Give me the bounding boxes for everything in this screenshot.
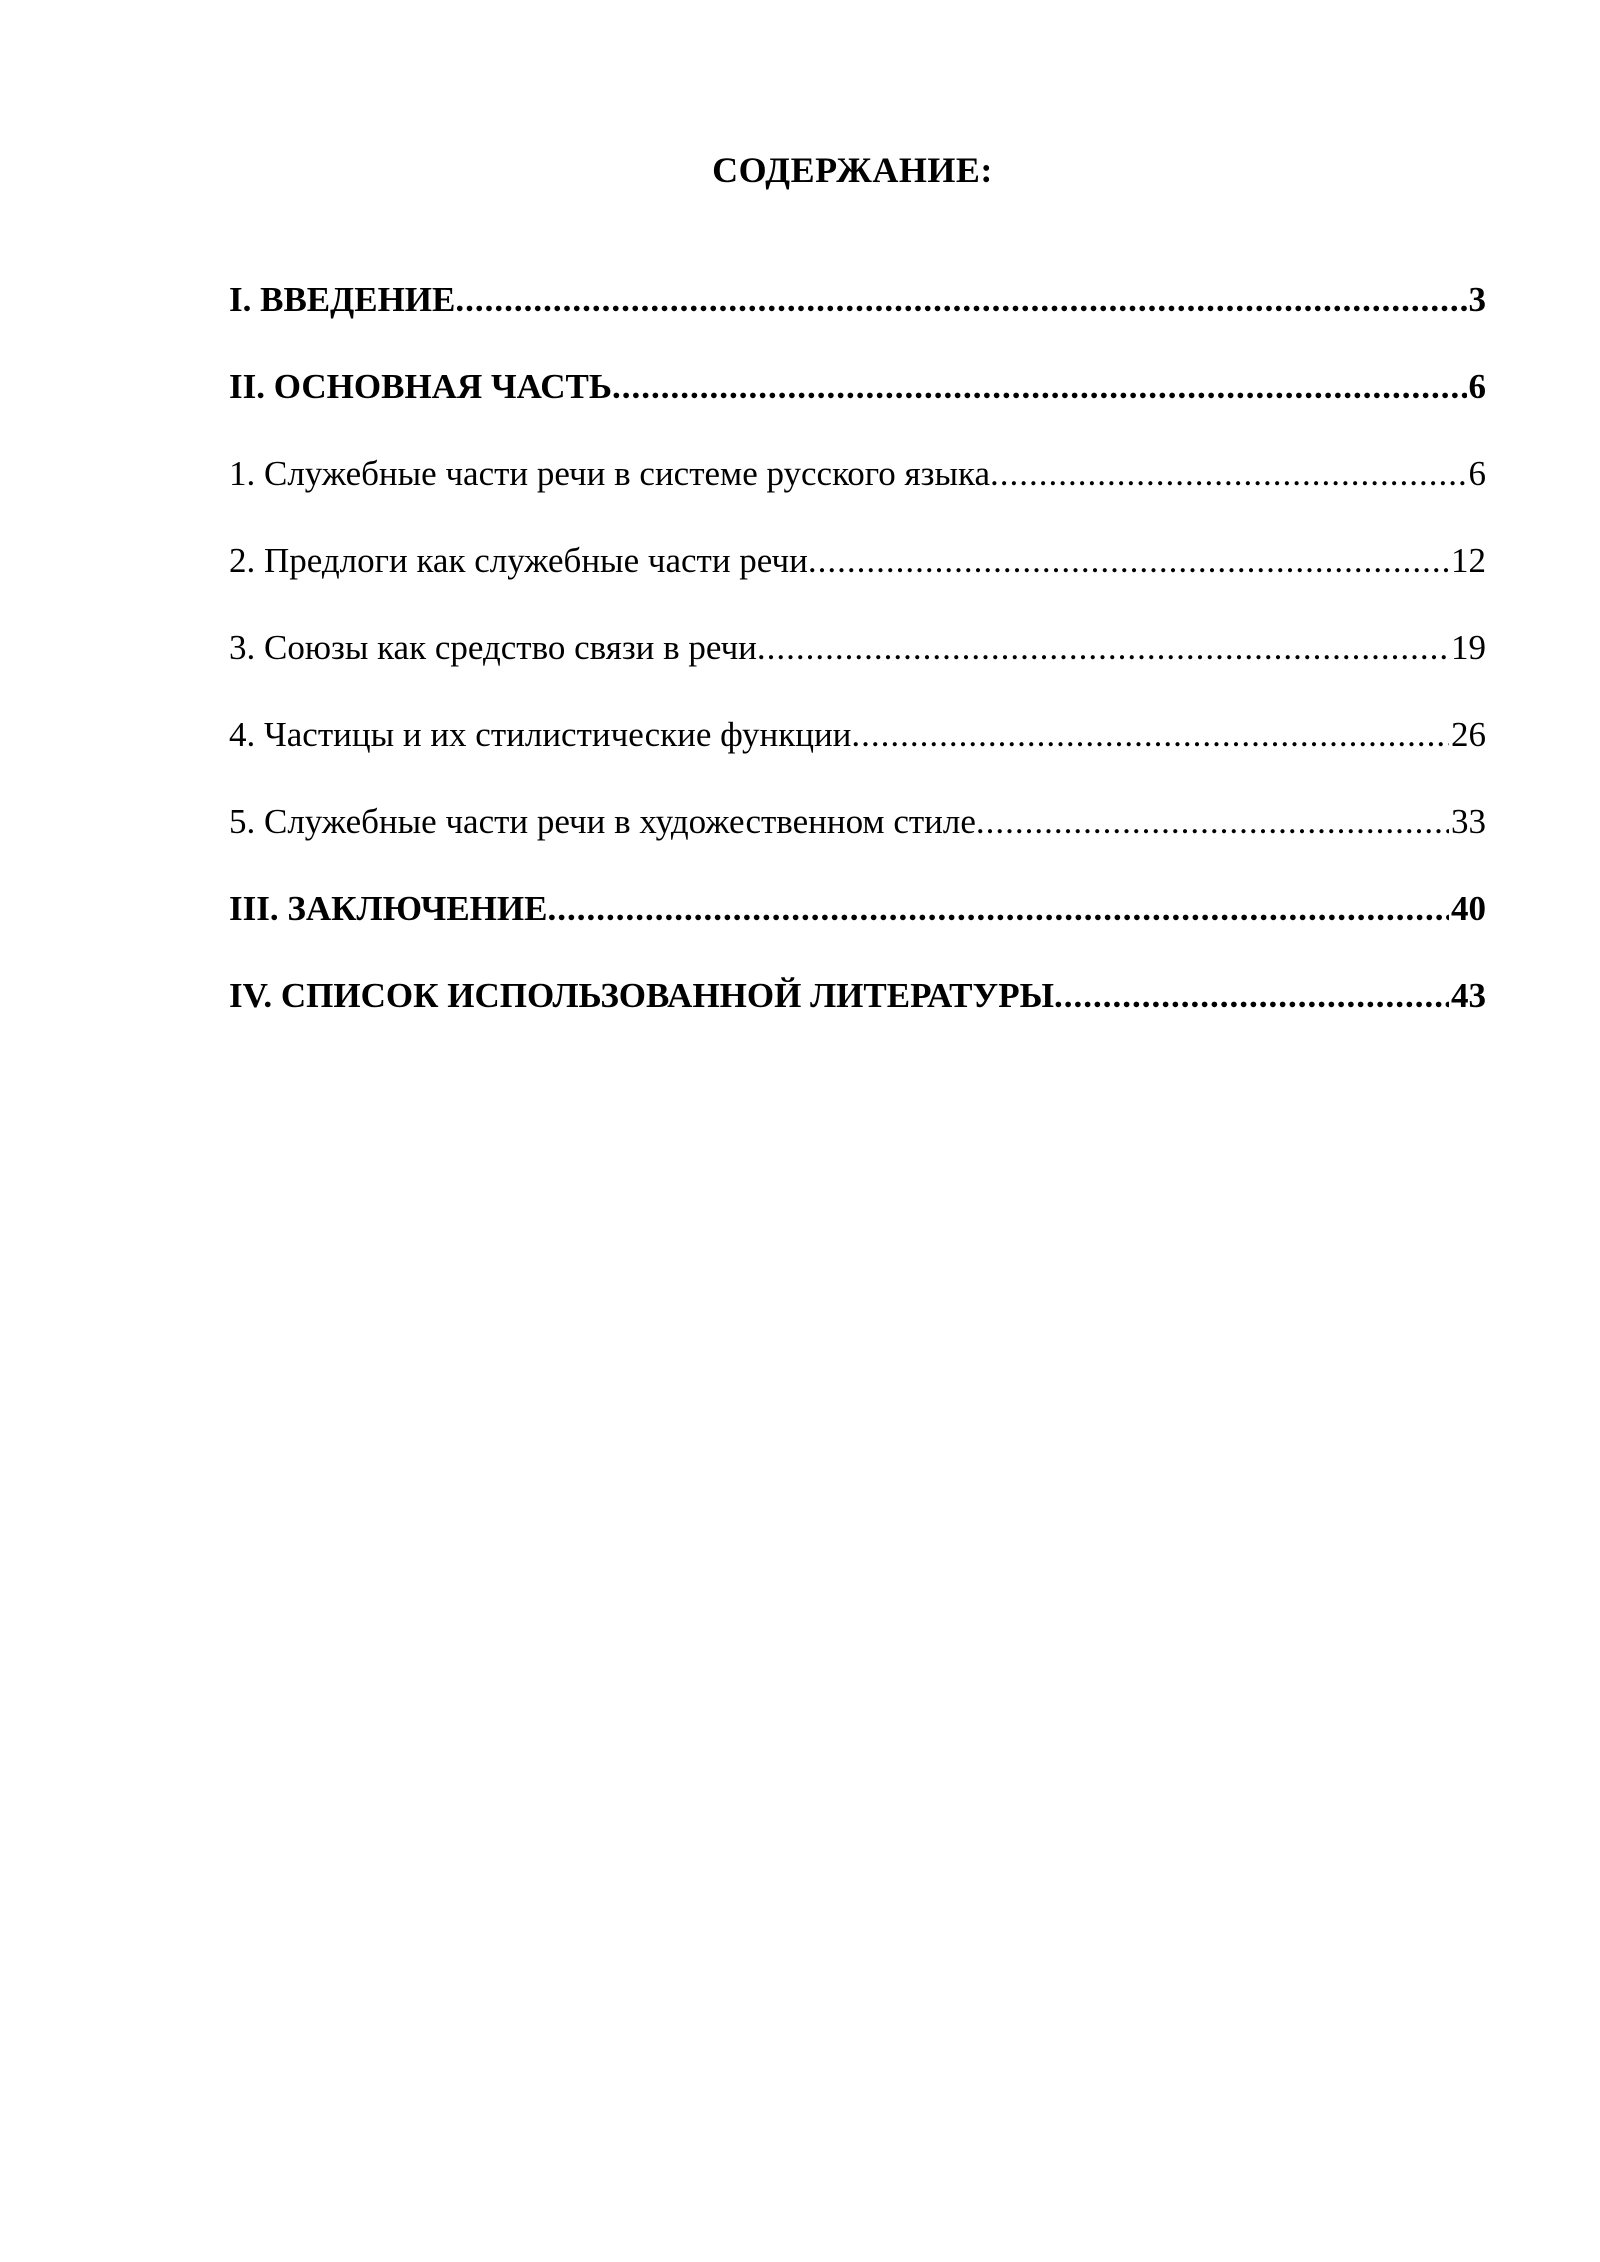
toc-entry-label: IV. СПИСОК ИСПОЛЬЗОВАННОЙ ЛИТЕРАТУРЫ xyxy=(229,976,1054,1015)
dot-leader xyxy=(547,889,1449,929)
toc-entry-label: 5. Служебные части речи в художественном стиле xyxy=(229,802,976,841)
dot-leader xyxy=(612,367,1467,407)
toc-entry-label: I. ВВЕДЕНИЕ xyxy=(229,280,456,319)
toc-entry-main-part xyxy=(229,367,1486,454)
toc-entry-label: 3. Союзы как средство связи в речи xyxy=(229,628,757,667)
toc-entry-page: 43 xyxy=(1451,976,1486,1015)
toc-entry-page: 26 xyxy=(1451,715,1486,754)
toc-entry-page: 6 xyxy=(1468,367,1486,406)
toc-entry-page: 33 xyxy=(1451,802,1486,841)
toc-entry-label: 2. Предлоги как служебные части речи xyxy=(229,541,808,580)
toc-entry-label: III. ЗАКЛЮЧЕНИЕ xyxy=(229,889,548,928)
toc-entry-conclusion xyxy=(229,889,1486,976)
toc-entry-section-4 xyxy=(229,715,1486,802)
toc-entry-section-2 xyxy=(229,541,1486,628)
toc-entry-bibliography xyxy=(229,976,1486,1063)
dot-leader xyxy=(851,715,1449,755)
dot-leader xyxy=(808,541,1449,581)
toc-entry-label: II. ОСНОВНАЯ ЧАСТЬ xyxy=(229,367,612,406)
dot-leader xyxy=(976,802,1449,842)
toc-entry-page: 19 xyxy=(1451,628,1486,667)
toc-entry-section-5 xyxy=(229,802,1486,889)
toc-entry-section-3 xyxy=(229,628,1486,715)
toc-entry-label: 1. Служебные части речи в системе русского языка xyxy=(229,454,990,493)
toc-entry-page: 40 xyxy=(1451,889,1486,928)
toc-entry-page: 6 xyxy=(1468,454,1486,493)
toc-entry-label: 4. Частицы и их стилистические функции xyxy=(229,715,852,754)
dot-leader xyxy=(990,454,1467,494)
dot-leader xyxy=(757,628,1449,668)
table-of-contents xyxy=(229,280,1486,1063)
dot-leader xyxy=(455,280,1466,320)
toc-entry-section-1 xyxy=(229,454,1486,541)
dot-leader xyxy=(1054,976,1449,1016)
toc-entry-introduction xyxy=(229,280,1486,367)
toc-entry-page: 3 xyxy=(1468,280,1486,319)
toc-entry-page: 12 xyxy=(1451,541,1486,580)
toc-title: СОДЕРЖАНИЕ: xyxy=(712,150,993,190)
